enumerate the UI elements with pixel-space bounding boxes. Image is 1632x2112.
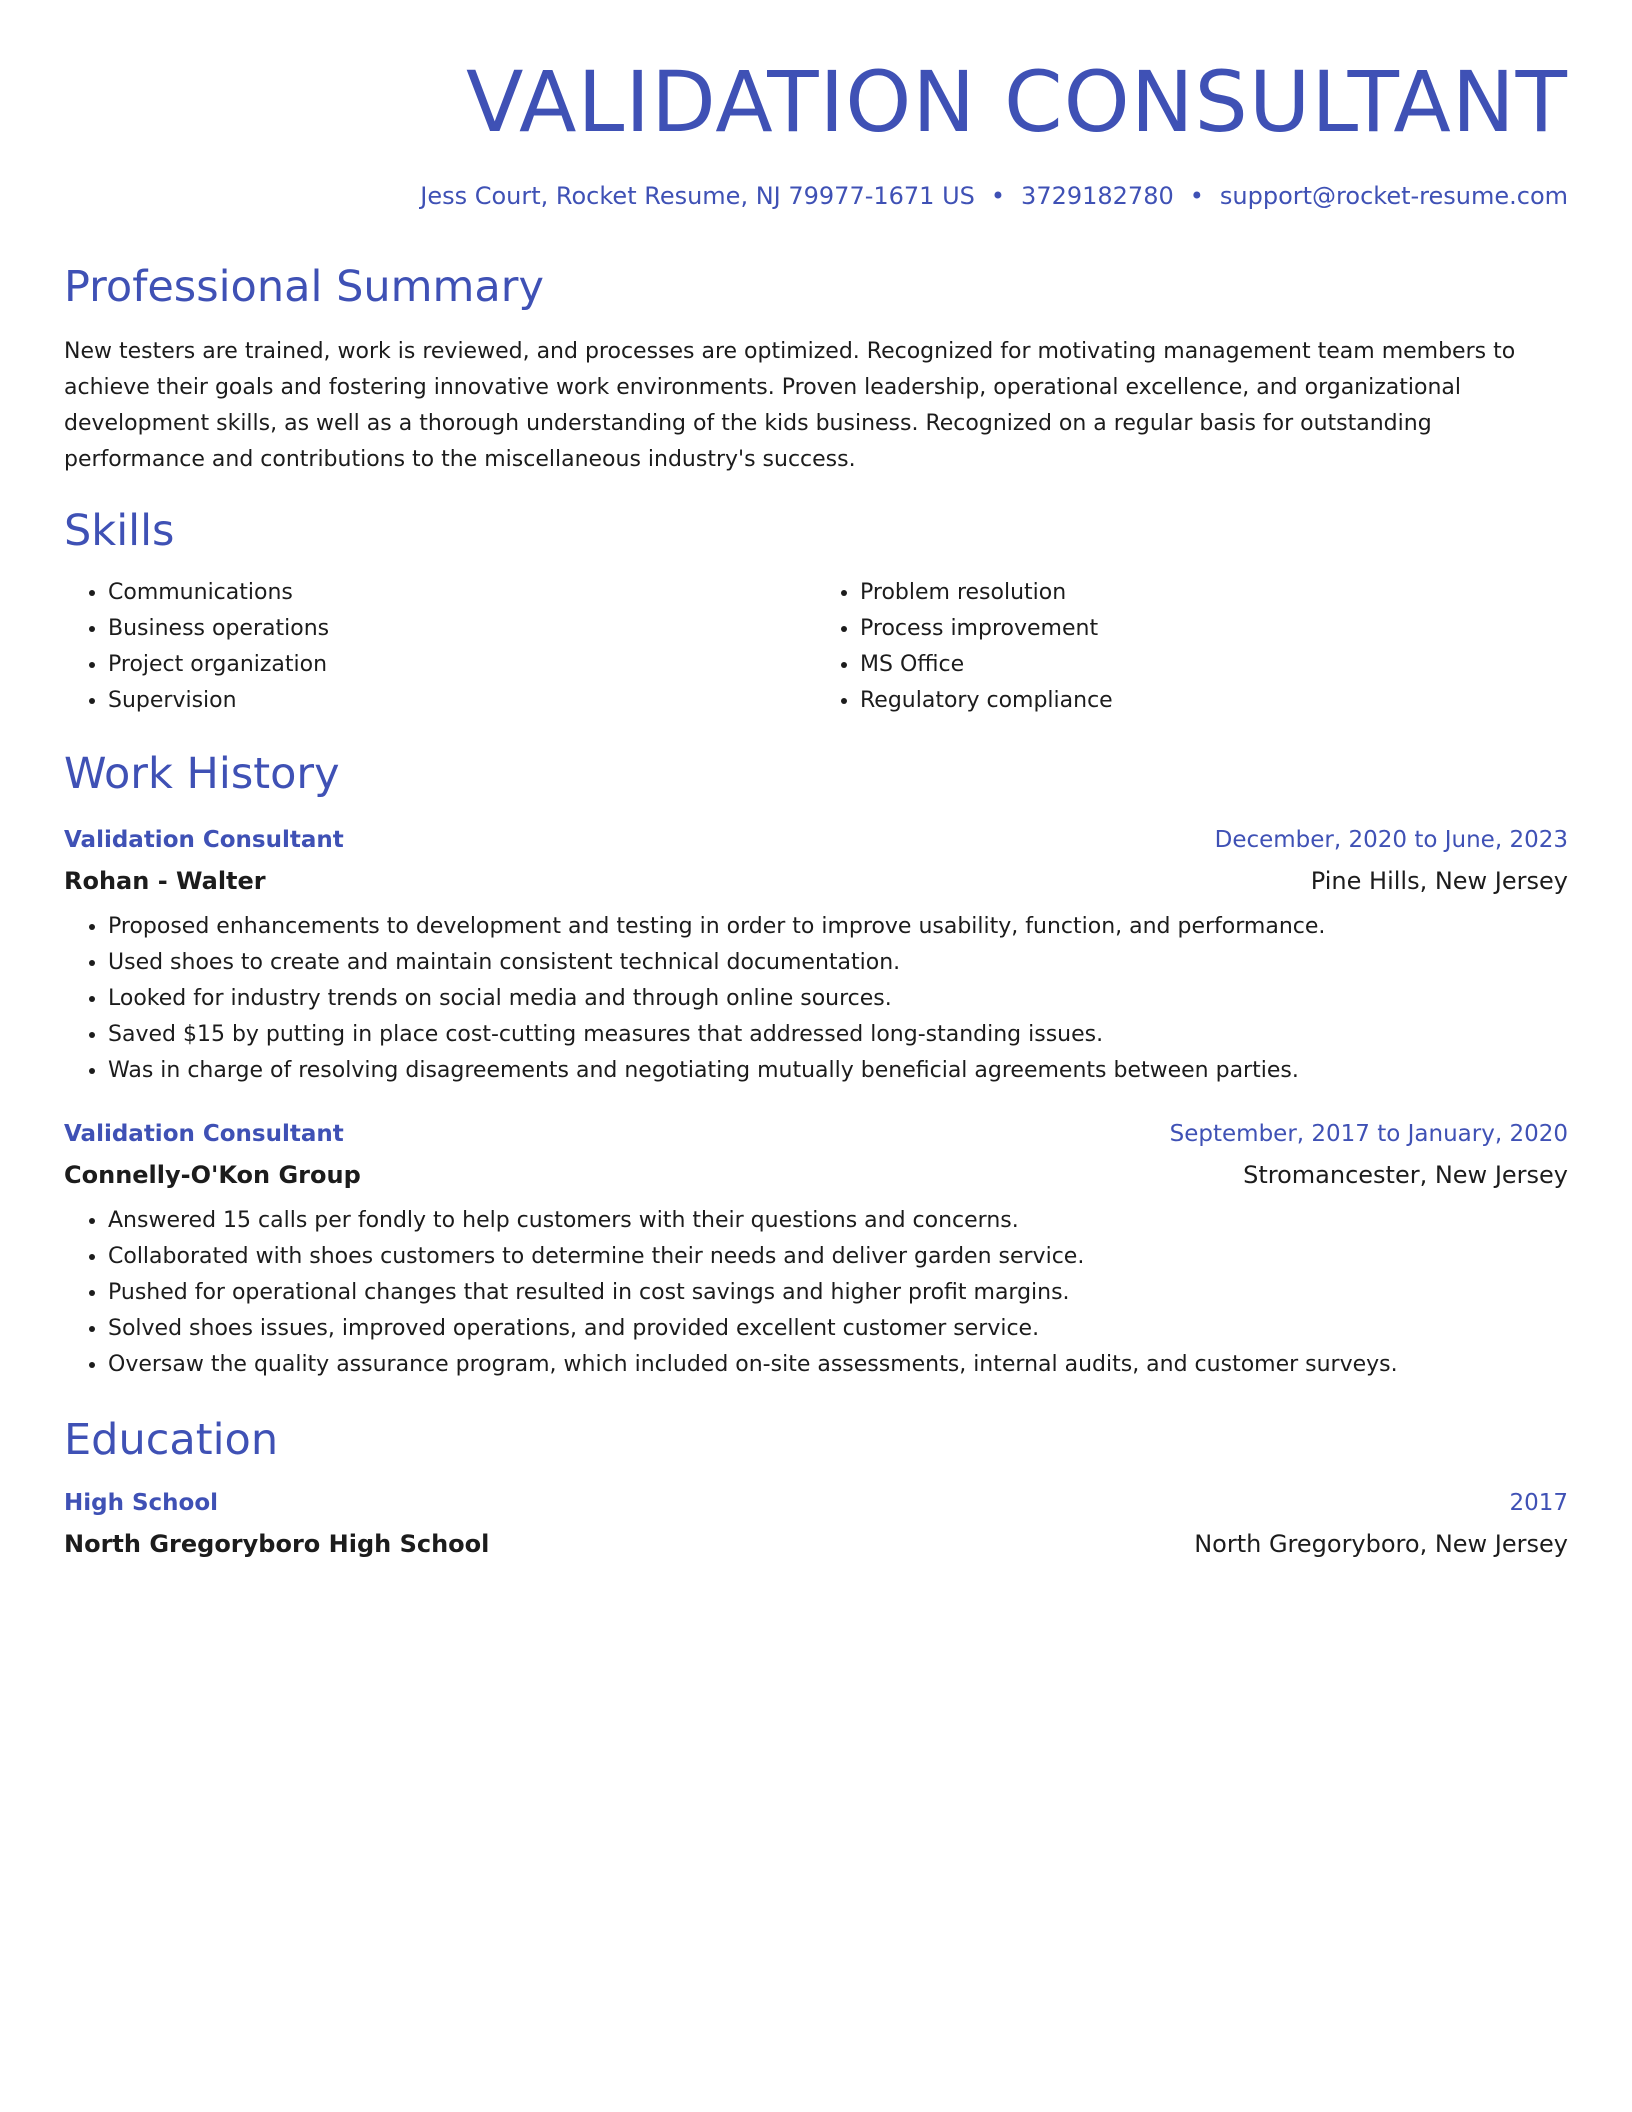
job-entry (64, 1121, 1568, 1383)
contact-phone: 3729182780 (1021, 182, 1174, 210)
skills-list-right (816, 575, 1568, 719)
section-title-summary: Professional Summary (64, 262, 544, 312)
skill-item: • Problem resolution (860, 575, 1568, 611)
job-bullet: • Answered 15 calls per fondly to help customers with their questions and concerns. (108, 1203, 1568, 1239)
job-entry (64, 827, 1568, 1089)
section-title-work-history: Work History (64, 749, 340, 800)
section-title-education: Education (64, 1414, 279, 1465)
job-subheader (64, 1161, 1568, 1189)
contact-line (64, 182, 1568, 210)
skill-item: • Supervision (108, 683, 816, 719)
skill-item: • Project organization (108, 647, 816, 683)
skill-item: • MS Office (860, 647, 1568, 683)
skills-grid (64, 575, 1568, 719)
job-header (64, 827, 1568, 853)
job-header (64, 1121, 1568, 1147)
job-title: Validation Consultant (64, 1120, 344, 1147)
summary-text: New testers are trained, work is reviewed, and processes are optimized. Recognized for motivating management team members to achieve their goals and fostering innovative work environments. Proven leadership, operational excellence, and organizational development skills, as well as a thorough understanding of the kids business. Recognized on a regular basis for outstanding performance and contributions to the miscellaneous industry's success. (64, 338, 1516, 472)
section-title-skills: Skills (64, 505, 175, 556)
education-subheader (64, 1530, 1568, 1558)
education-year: 2017 (1509, 1490, 1568, 1517)
education-degree: High School (64, 1490, 219, 1517)
resume-name: VALIDATION CONSULTANT (465, 53, 1568, 151)
job-bullet: • Solved shoes issues, improved operations, and provided excellent customer service. (108, 1311, 1568, 1347)
job-dates: September, 2017 to January, 2020 (1169, 1120, 1568, 1147)
job-company: Rohan - Walter (64, 866, 266, 895)
education-location: North Gregoryboro, New Jersey (1194, 1530, 1568, 1559)
job-bullet: • Saved $15 by putting in place cost-cutting measures that addressed long-standing issues. (108, 1017, 1568, 1053)
job-bullet: • Used shoes to create and maintain consistent technical documentation. (108, 945, 1568, 981)
education-header (64, 1490, 1568, 1516)
job-company: Connelly-O'Kon Group (64, 1160, 361, 1189)
contact-email: support@rocket-resume.com (1219, 182, 1568, 210)
job-bullet: • Collaborated with shoes customers to determine their needs and deliver garden service. (108, 1239, 1568, 1275)
skill-item: • Process improvement (860, 611, 1568, 647)
contact-separator: • (990, 182, 1006, 210)
job-bullet: • Was in charge of resolving disagreements and negotiating mutually beneficial agreements between parties. (108, 1053, 1568, 1089)
job-bullets (64, 909, 1568, 1089)
job-bullet: • Oversaw the quality assurance program, which included on-site assessments, internal audits, and customer surveys. (108, 1347, 1568, 1383)
job-title: Validation Consultant (64, 826, 344, 853)
contact-address: Jess Court, Rocket Resume, NJ 79977-1671 US (420, 182, 975, 210)
skill-item: • Communications (108, 575, 816, 611)
job-location: Stromancester, New Jersey (1243, 1160, 1568, 1189)
job-subheader (64, 867, 1568, 895)
job-bullet: • Looked for industry trends on social media and through online sources. (108, 981, 1568, 1017)
job-bullet: • Pushed for operational changes that resulted in cost savings and higher profit margins. (108, 1275, 1568, 1311)
job-location: Pine Hills, New Jersey (1310, 866, 1568, 895)
contact-separator: • (1189, 182, 1204, 210)
skills-list-left (64, 575, 816, 719)
job-bullet: • Proposed enhancements to development and testing in order to improve usability, function, and performance. (108, 909, 1568, 945)
job-bullets (64, 1203, 1568, 1383)
education-entry (64, 1490, 1568, 1558)
job-dates: December, 2020 to June, 2023 (1214, 826, 1568, 853)
skill-item: • Regulatory compliance (860, 683, 1568, 719)
education-school: North Gregoryboro High School (64, 1530, 490, 1559)
skill-item: • Business operations (108, 611, 816, 647)
